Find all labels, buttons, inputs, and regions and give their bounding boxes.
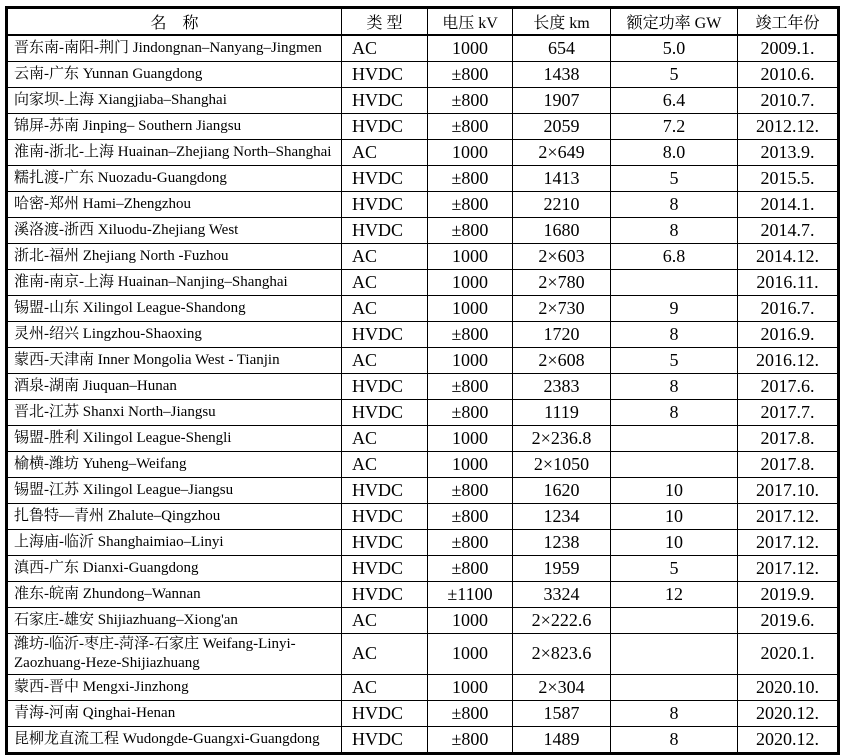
cell-name: 锡盟-山东 Xilingol League-Shandong	[7, 296, 342, 322]
cell-voltage: ±800	[428, 62, 513, 88]
cell-type: AC	[342, 296, 428, 322]
cell-power: 8	[611, 727, 738, 754]
cell-power: 6.4	[611, 88, 738, 114]
cell-year: 2017.12.	[738, 530, 839, 556]
cell-voltage: 1000	[428, 296, 513, 322]
table-row	[7, 530, 839, 556]
table-row	[7, 426, 839, 452]
cell-type: HVDC	[342, 192, 428, 218]
cell-length: 1438	[513, 62, 611, 88]
cell-name: 扎鲁特—青州 Zhalute–Qingzhou	[7, 504, 342, 530]
table-row	[7, 675, 839, 701]
cell-voltage: 1000	[428, 452, 513, 478]
cell-year: 2015.5.	[738, 166, 839, 192]
table-row	[7, 452, 839, 478]
cell-name: 酒泉-湖南 Jiuquan–Hunan	[7, 374, 342, 400]
cell-voltage: ±800	[428, 530, 513, 556]
cell-year: 2016.9.	[738, 322, 839, 348]
table-row	[7, 140, 839, 166]
cell-voltage: ±800	[428, 218, 513, 244]
cell-power: 8	[611, 322, 738, 348]
header-type: 类 型	[342, 8, 428, 36]
cell-power: 10	[611, 504, 738, 530]
cell-type: HVDC	[342, 322, 428, 348]
table-body	[7, 35, 839, 754]
cell-length: 1119	[513, 400, 611, 426]
cell-type: AC	[342, 270, 428, 296]
cell-type: HVDC	[342, 62, 428, 88]
cell-power: 9	[611, 296, 738, 322]
cell-type: AC	[342, 675, 428, 701]
cell-power: 5	[611, 62, 738, 88]
cell-year: 2014.7.	[738, 218, 839, 244]
cell-name: 石家庄-雄安 Shijiazhuang–Xiong'an	[7, 608, 342, 634]
cell-length: 1680	[513, 218, 611, 244]
table-row	[7, 270, 839, 296]
cell-length: 1587	[513, 701, 611, 727]
cell-type: HVDC	[342, 88, 428, 114]
table-row	[7, 701, 839, 727]
cell-power	[611, 634, 738, 675]
cell-voltage: ±800	[428, 114, 513, 140]
cell-name: 向家坝-上海 Xiangjiaba–Shanghai	[7, 88, 342, 114]
cell-voltage: 1000	[428, 634, 513, 675]
cell-name: 溪洛渡-浙西 Xiluodu-Zhejiang West	[7, 218, 342, 244]
cell-type: AC	[342, 140, 428, 166]
cell-name: 锦屏-苏南 Jinping– Southern Jiangsu	[7, 114, 342, 140]
cell-year: 2016.12.	[738, 348, 839, 374]
cell-type: HVDC	[342, 556, 428, 582]
table-row	[7, 35, 839, 62]
table-row	[7, 62, 839, 88]
cell-name: 潍坊-临沂-枣庄-菏泽-石家庄 Weifang-Linyi-Zaozhuang-Heze-Shijiazhuang	[7, 634, 342, 675]
table-row	[7, 727, 839, 754]
cell-voltage: 1000	[428, 270, 513, 296]
table-row	[7, 296, 839, 322]
cell-length: 1234	[513, 504, 611, 530]
table-row	[7, 244, 839, 270]
cell-type: AC	[342, 426, 428, 452]
cell-name: 昆柳龙直流工程 Wudongde-Guangxi-Guangdong	[7, 727, 342, 754]
cell-year: 2017.8.	[738, 426, 839, 452]
cell-length: 1720	[513, 322, 611, 348]
cell-power: 6.8	[611, 244, 738, 270]
cell-power	[611, 452, 738, 478]
cell-voltage: ±800	[428, 88, 513, 114]
header-year: 竣工年份	[738, 8, 839, 36]
cell-power: 10	[611, 530, 738, 556]
table-row	[7, 192, 839, 218]
cell-length: 2×823.6	[513, 634, 611, 675]
cell-type: HVDC	[342, 218, 428, 244]
cell-power: 10	[611, 478, 738, 504]
cell-power: 8	[611, 701, 738, 727]
cell-voltage: ±800	[428, 504, 513, 530]
cell-year: 2017.8.	[738, 452, 839, 478]
cell-year: 2019.9.	[738, 582, 839, 608]
cell-power: 12	[611, 582, 738, 608]
cell-power: 7.2	[611, 114, 738, 140]
cell-length: 2×603	[513, 244, 611, 270]
cell-name: 浙北-福州 Zhejiang North -Fuzhou	[7, 244, 342, 270]
cell-year: 2016.7.	[738, 296, 839, 322]
cell-power: 8	[611, 374, 738, 400]
cell-length: 3324	[513, 582, 611, 608]
cell-voltage: ±800	[428, 556, 513, 582]
cell-length: 1413	[513, 166, 611, 192]
cell-voltage: ±800	[428, 192, 513, 218]
cell-year: 2017.6.	[738, 374, 839, 400]
table-row	[7, 478, 839, 504]
table-row	[7, 634, 839, 675]
cell-voltage: ±800	[428, 727, 513, 754]
cell-year: 2017.12.	[738, 504, 839, 530]
cell-year: 2010.7.	[738, 88, 839, 114]
cell-name: 蒙西-天津南 Inner Mongolia West - Tianjin	[7, 348, 342, 374]
table-row	[7, 608, 839, 634]
header-name: 名 称	[7, 8, 342, 36]
cell-type: HVDC	[342, 530, 428, 556]
cell-power	[611, 426, 738, 452]
cell-voltage: ±1100	[428, 582, 513, 608]
cell-type: HVDC	[342, 374, 428, 400]
cell-voltage: ±800	[428, 374, 513, 400]
cell-voltage: 1000	[428, 140, 513, 166]
cell-voltage: 1000	[428, 244, 513, 270]
cell-year: 2009.1.	[738, 35, 839, 62]
cell-year: 2013.9.	[738, 140, 839, 166]
cell-year: 2014.1.	[738, 192, 839, 218]
table-row	[7, 582, 839, 608]
table-row	[7, 166, 839, 192]
cell-type: HVDC	[342, 504, 428, 530]
cell-type: HVDC	[342, 582, 428, 608]
cell-type: HVDC	[342, 478, 428, 504]
cell-year: 2010.6.	[738, 62, 839, 88]
cell-voltage: ±800	[428, 166, 513, 192]
cell-length: 2×730	[513, 296, 611, 322]
cell-type: AC	[342, 35, 428, 62]
cell-name: 晋北-江苏 Shanxi North–Jiangsu	[7, 400, 342, 426]
cell-voltage: 1000	[428, 348, 513, 374]
cell-voltage: ±800	[428, 400, 513, 426]
cell-length: 654	[513, 35, 611, 62]
cell-year: 2020.12.	[738, 701, 839, 727]
cell-length: 1620	[513, 478, 611, 504]
cell-length: 1238	[513, 530, 611, 556]
cell-name: 哈密-郑州 Hami–Zhengzhou	[7, 192, 342, 218]
cell-power: 8.0	[611, 140, 738, 166]
cell-voltage: 1000	[428, 35, 513, 62]
cell-year: 2017.7.	[738, 400, 839, 426]
cell-name: 淮南-南京-上海 Huainan–Nanjing–Shanghai	[7, 270, 342, 296]
cell-name: 青海-河南 Qinghai-Henan	[7, 701, 342, 727]
cell-year: 2017.10.	[738, 478, 839, 504]
cell-length: 1959	[513, 556, 611, 582]
table-row	[7, 322, 839, 348]
cell-voltage: ±800	[428, 478, 513, 504]
cell-length: 2×608	[513, 348, 611, 374]
cell-name: 锡盟-胜利 Xilingol League-Shengli	[7, 426, 342, 452]
cell-year: 2012.12.	[738, 114, 839, 140]
cell-type: HVDC	[342, 727, 428, 754]
cell-type: HVDC	[342, 400, 428, 426]
cell-name: 晋东南-南阳-荆门 Jindongnan–Nanyang–Jingmen	[7, 35, 342, 62]
cell-name: 榆横-潍坊 Yuheng–Weifang	[7, 452, 342, 478]
cell-year: 2016.11.	[738, 270, 839, 296]
table-header-row	[7, 8, 839, 36]
cell-voltage: ±800	[428, 322, 513, 348]
cell-length: 2×649	[513, 140, 611, 166]
cell-name: 准东-皖南 Zhundong–Wannan	[7, 582, 342, 608]
cell-name: 糯扎渡-广东 Nuozadu-Guangdong	[7, 166, 342, 192]
cell-year: 2019.6.	[738, 608, 839, 634]
cell-power	[611, 270, 738, 296]
cell-power	[611, 675, 738, 701]
cell-power: 8	[611, 400, 738, 426]
cell-voltage: 1000	[428, 675, 513, 701]
cell-length: 2059	[513, 114, 611, 140]
cell-name: 灵州-绍兴 Lingzhou-Shaoxing	[7, 322, 342, 348]
table-row	[7, 88, 839, 114]
header-length: 长度 km	[513, 8, 611, 36]
transmission-lines-table	[5, 6, 840, 755]
cell-voltage: 1000	[428, 608, 513, 634]
cell-type: HVDC	[342, 166, 428, 192]
cell-voltage: ±800	[428, 701, 513, 727]
cell-length: 2×780	[513, 270, 611, 296]
cell-type: AC	[342, 452, 428, 478]
cell-name: 滇西-广东 Dianxi-Guangdong	[7, 556, 342, 582]
cell-power	[611, 608, 738, 634]
cell-year: 2014.12.	[738, 244, 839, 270]
cell-power: 5	[611, 166, 738, 192]
header-voltage: 电压 kV	[428, 8, 513, 36]
cell-length: 2×236.8	[513, 426, 611, 452]
table-row	[7, 556, 839, 582]
cell-power: 5.0	[611, 35, 738, 62]
cell-power: 5	[611, 348, 738, 374]
cell-length: 1489	[513, 727, 611, 754]
cell-name: 锡盟-江苏 Xilingol League–Jiangsu	[7, 478, 342, 504]
cell-length: 2×222.6	[513, 608, 611, 634]
cell-length: 2×1050	[513, 452, 611, 478]
table-row	[7, 374, 839, 400]
cell-name: 上海庙-临沂 Shanghaimiao–Linyi	[7, 530, 342, 556]
cell-name: 云南-广东 Yunnan Guangdong	[7, 62, 342, 88]
table-row	[7, 114, 839, 140]
cell-power: 8	[611, 218, 738, 244]
cell-type: HVDC	[342, 114, 428, 140]
cell-type: AC	[342, 634, 428, 675]
cell-length: 1907	[513, 88, 611, 114]
table-row	[7, 218, 839, 244]
cell-length: 2210	[513, 192, 611, 218]
table-row	[7, 504, 839, 530]
cell-length: 2×304	[513, 675, 611, 701]
cell-type: AC	[342, 244, 428, 270]
cell-voltage: 1000	[428, 426, 513, 452]
cell-type: HVDC	[342, 701, 428, 727]
cell-power: 8	[611, 192, 738, 218]
cell-length: 2383	[513, 374, 611, 400]
cell-power: 5	[611, 556, 738, 582]
table-row	[7, 348, 839, 374]
cell-year: 2020.10.	[738, 675, 839, 701]
cell-type: AC	[342, 608, 428, 634]
cell-year: 2020.12.	[738, 727, 839, 754]
cell-year: 2020.1.	[738, 634, 839, 675]
cell-type: AC	[342, 348, 428, 374]
cell-year: 2017.12.	[738, 556, 839, 582]
table-row	[7, 400, 839, 426]
header-power: 额定功率 GW	[611, 8, 738, 36]
cell-name: 蒙西-晋中 Mengxi-Jinzhong	[7, 675, 342, 701]
cell-name: 淮南-浙北-上海 Huainan–Zhejiang North–Shanghai	[7, 140, 342, 166]
